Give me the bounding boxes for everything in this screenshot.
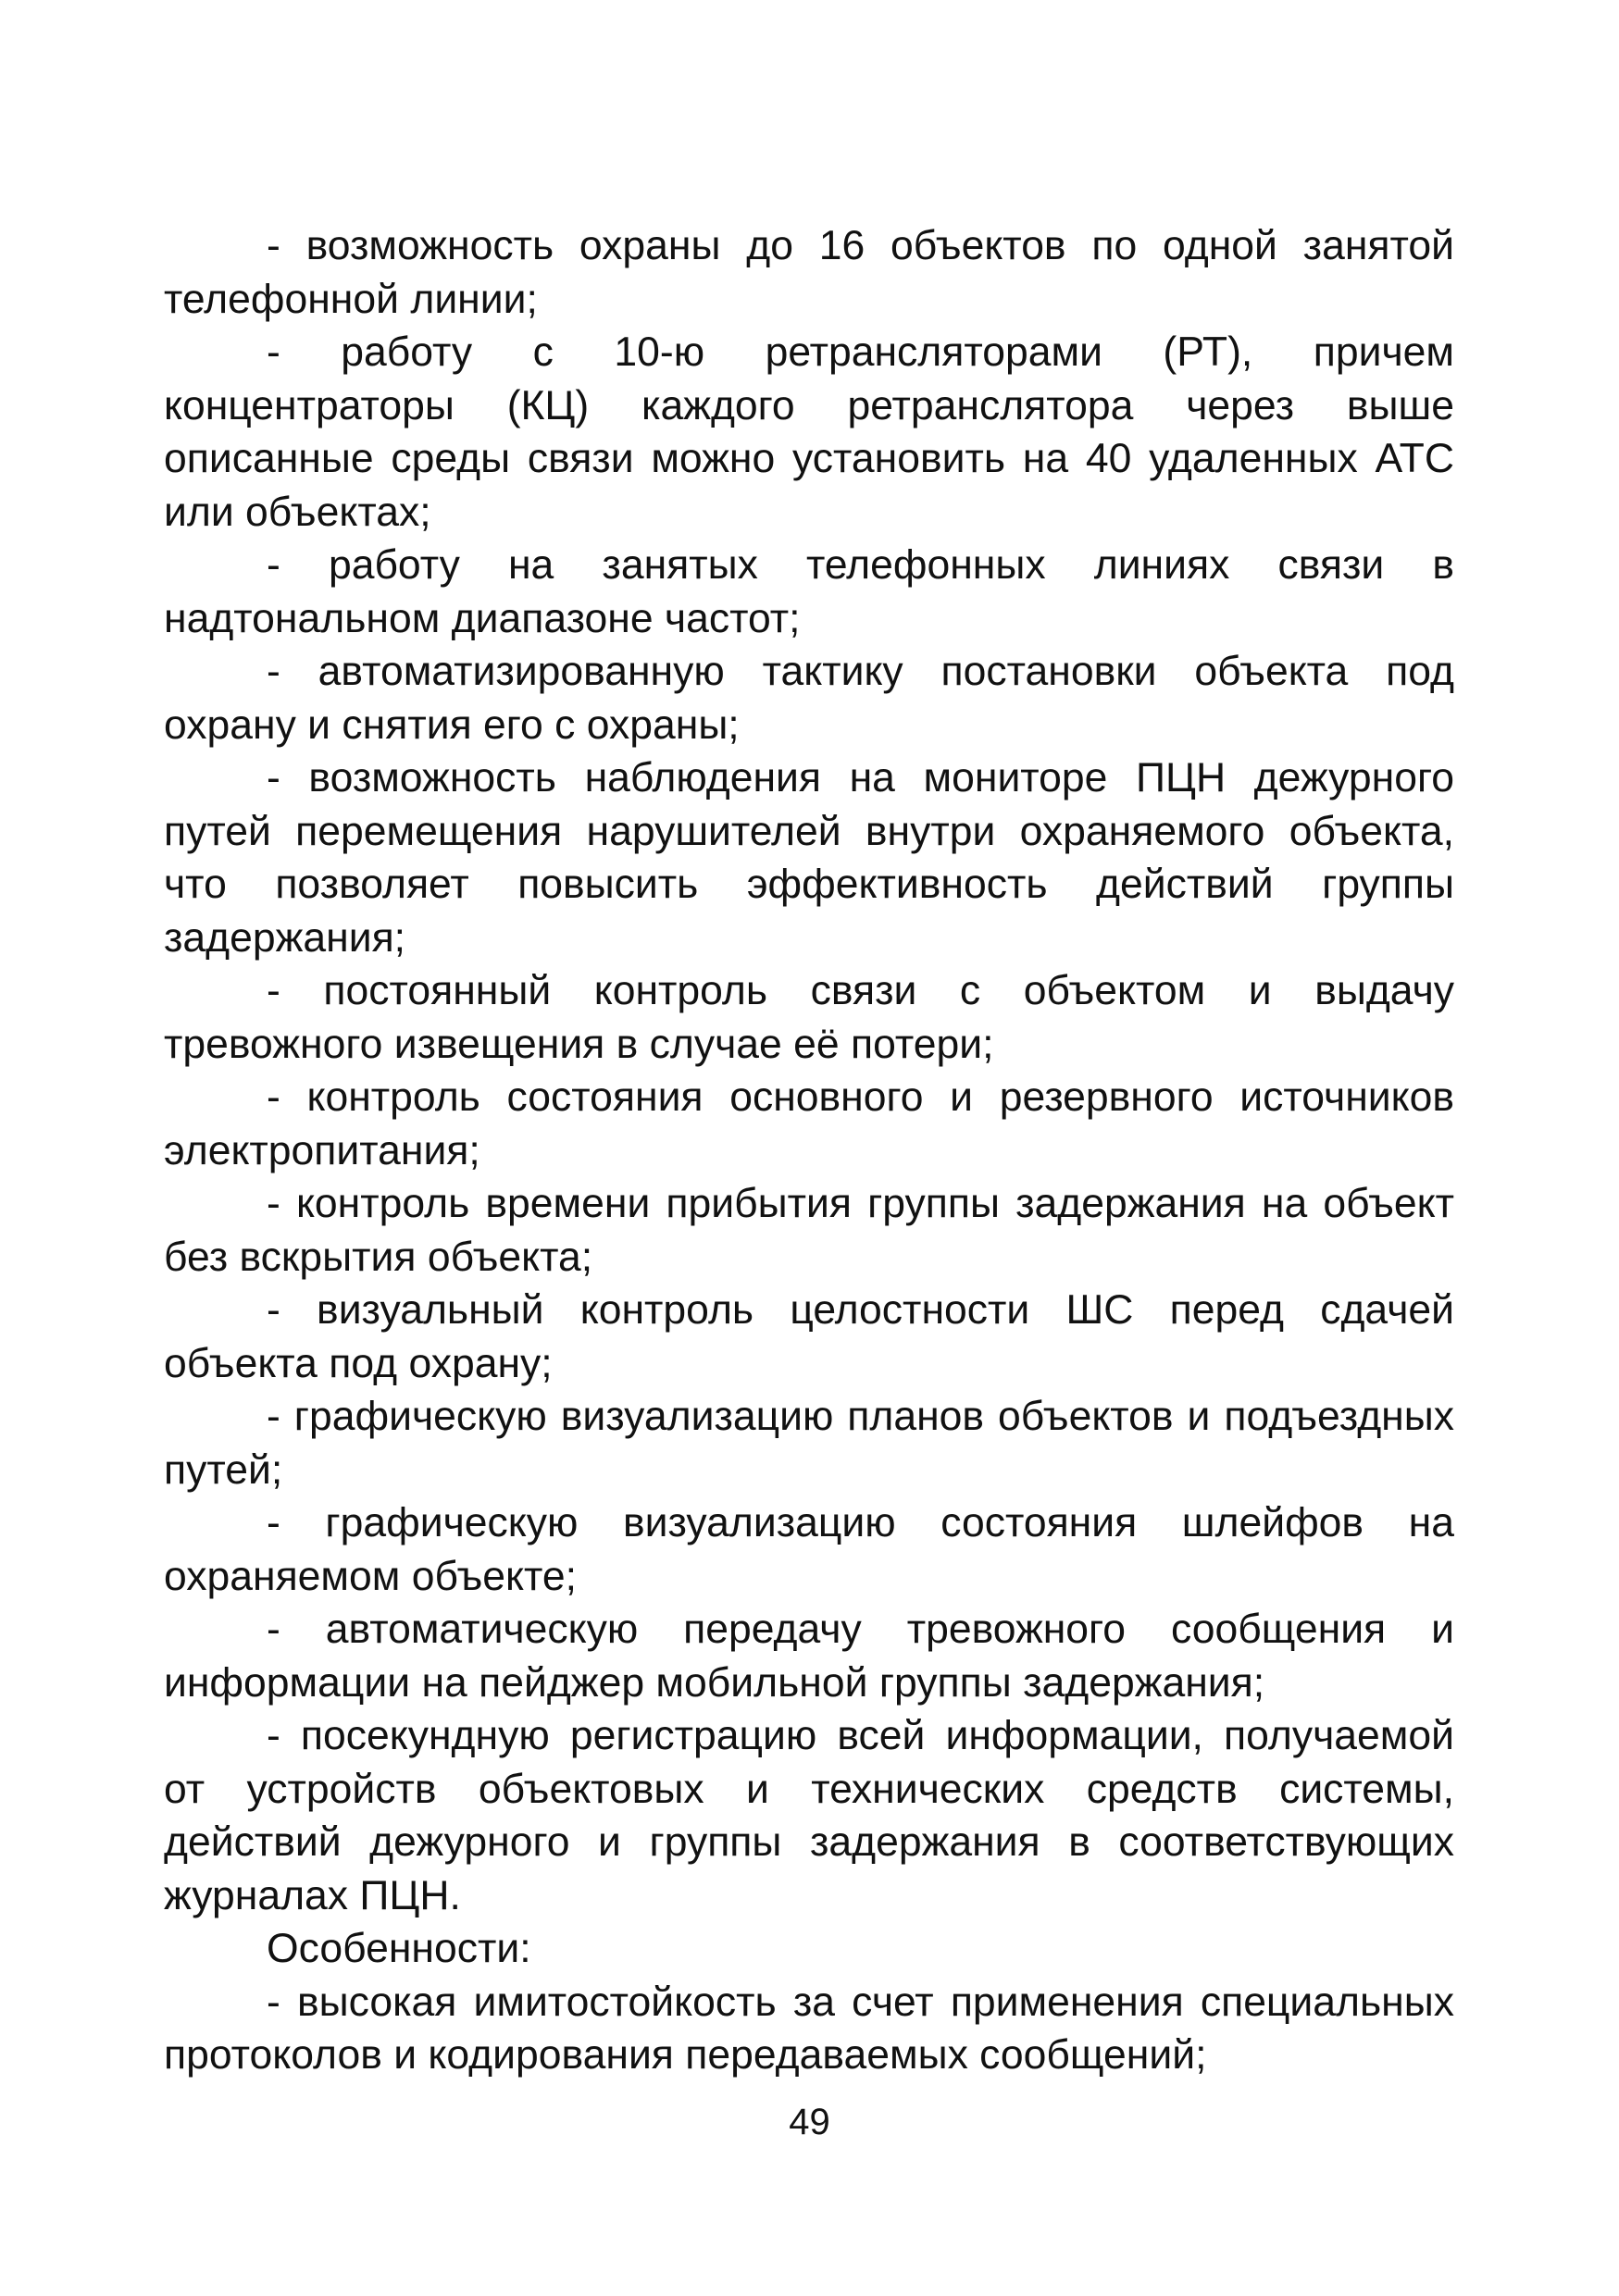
list-item: - контроль состояния основного и резервного источников электропитания; bbox=[164, 1074, 1454, 1173]
list-item: - автоматическую передачу тревожного сообщения и информации на пейджер мобильной группы задержания; bbox=[164, 1607, 1454, 1706]
list-item: - графическую визуализацию состояния шлейфов на охраняемом объекте; bbox=[164, 1500, 1454, 1599]
list-item: - посекундную регистрацию всей информации, получаемой от устройств объектовых и технических средств системы, действий дежурного и группы задержания в соответствующих журналах ПЦН. bbox=[164, 1713, 1454, 1918]
page-number: 49 bbox=[789, 2102, 830, 2142]
list-item: - контроль времени прибытия группы задержания на объект без вскрытия объекта; bbox=[164, 1181, 1454, 1280]
list-item: - работу на занятых телефонных линиях связи в надтональном диапазоне частот; bbox=[164, 542, 1454, 641]
body-text bbox=[164, 219, 1454, 2082]
list-item: - визуальный контроль целостности ШС перед сдачей объекта под охрану; bbox=[164, 1287, 1454, 1386]
list-item: - автоматизированную тактику постановки объекта под охрану и снятия его с охраны; bbox=[164, 649, 1454, 748]
list-item: - высокая имитостойкость за счет применения специальных протоколов и кодирования передаваемых сообщений; bbox=[164, 1979, 1454, 2078]
section-heading: Особенности: bbox=[267, 1926, 531, 1971]
list-item: - работу с 10-ю ретрансляторами (РТ), причем концентраторы (КЦ) каждого ретранслятора через выше описанные среды связи можно установить на 40 удаленных АТС или объектах; bbox=[164, 329, 1454, 535]
list-item: - возможность охраны до 16 объектов по одной занятой телефонной линии; bbox=[164, 223, 1454, 322]
list-item: - возможность наблюдения на мониторе ПЦН дежурного путей перемещения нарушителей внутри охраняемого объекта, что позволяет повысить эффективность действий группы задержания; bbox=[164, 755, 1454, 961]
list-item: - графическую визуализацию планов объектов и подъездных путей; bbox=[164, 1394, 1454, 1493]
list-item: - постоянный контроль связи с объектом и выдачу тревожного извещения в случае её потери; bbox=[164, 968, 1454, 1067]
